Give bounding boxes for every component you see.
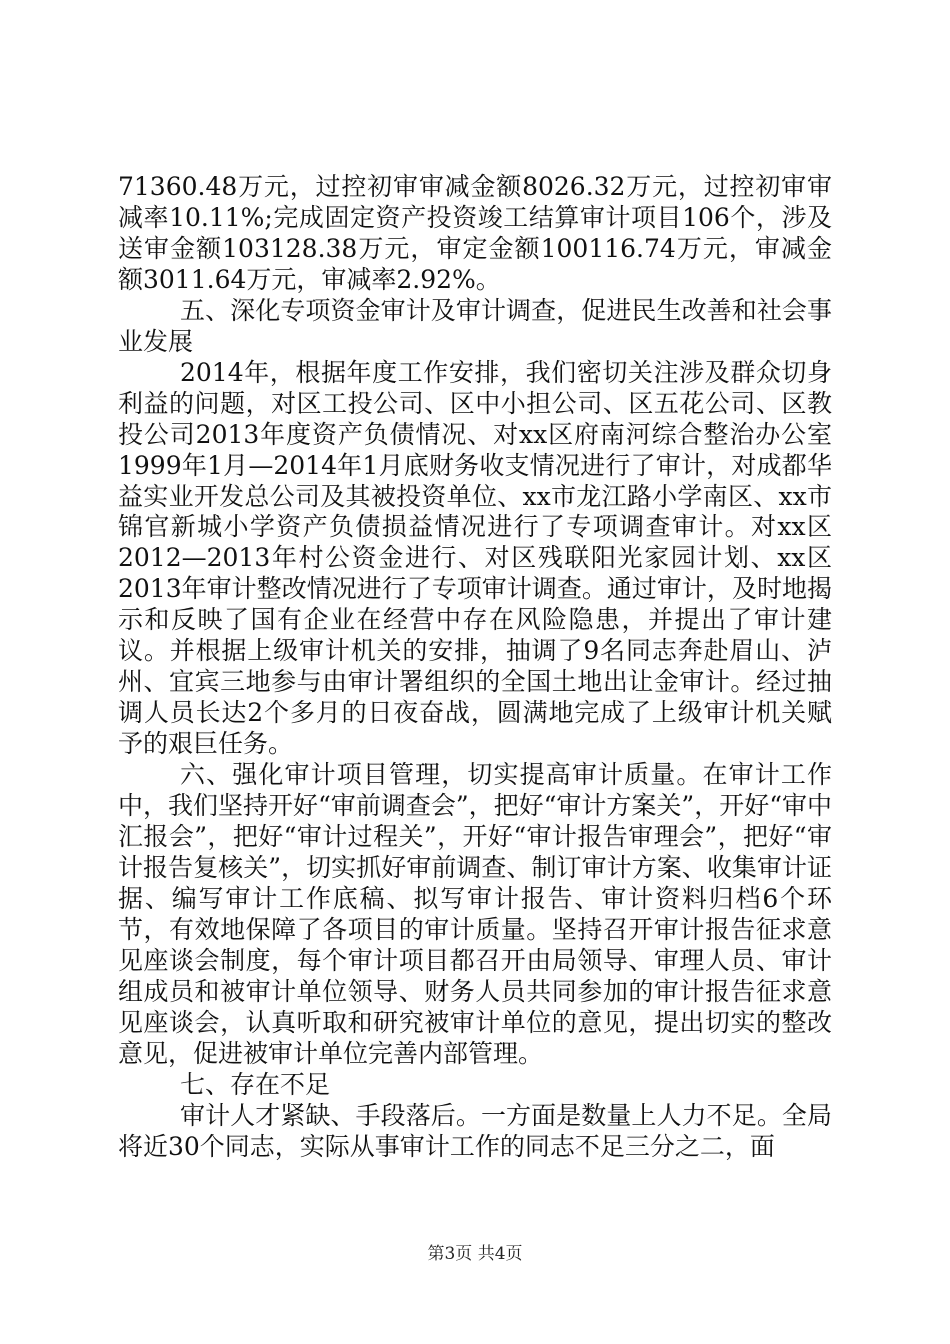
paragraph-shortcomings: 审计人才紧缺、手段落后。一方面是数量上人力不足。全局将近30个同志，实际从事审计工作的同志不足三分之二，面 — [118, 1100, 832, 1161]
document-body — [118, 172, 832, 1163]
heading-section-7: 七、存在不足 — [180, 1069, 331, 1099]
paragraph-section-6: 六、强化审计项目管理，切实提高审计质量。在审计工作中，我们坚持开好“审前调查会”，把好“审计方案关”，开好“审中汇报会”，把好“审计过程关”，开好“审计报告审理会”，把好“审计报告复核关”，切实抓好审前调查、制订审计方案、收集审计证据、编写审计工作底稿、拟写审计报告、审计资料归档6个环节，有效地保障了各项目的审计质量。坚持召开审计报告征求意见座谈会制度，每个审计项目都召开由局领导、审理人员、审计组成员和被审计单位领导、财务人员共同参加的审计报告征求意见座谈会，认真听取和研究被审计单位的意见，提出切实的整改意见，促进被审计单位完善内部管理。 — [118, 760, 832, 1068]
paragraph-audit-figures: 71360.48万元，过控初审审减金额8026.32万元，过控初审审减率10.11%;完成固定资产投资竣工结算审计项目106个，涉及送审金额103128.38万元，审定金额100116.74万元，审减金额3011.64万元，审减率2.92%。 — [118, 172, 832, 294]
page-number-footer: 第3页 共4页 — [427, 1244, 523, 1264]
heading-section-5: 五、深化专项资金审计及审计调查，促进民生改善和社会事业发展 — [118, 295, 832, 356]
paragraph-special-audit: 2014年，根据年度工作安排，我们密切关注涉及群众切身利益的问题，对区工投公司、区中小担公司、区五花公司、区教投公司2013年度资产负债情况、对xx区府南河综合整治办公室1999年1月—2014年1月底财务收支情况进行了审计，对成都华益实业开发总公司及其被投资单位、xx市龙江路小学南区、xx市锦官新城小学资产负债损益情况进行了专项调查审计。对xx区2012—2013年村公资金进行、对区残联阳光家园计划、xx区2013年审计整改情况进行了专项审计调查。通过审计，及时地揭示和反映了国有企业在经营中存在风险隐患，并提出了审计建议。并根据上级审计机关的安排，抽调了9名同志奔赴眉山、泸州、宜宾三地参与由审计署组织的全国土地出让金审计。经过抽调人员长达2个多月的日夜奋战，圆满地完成了上级审计机关赋予的艰巨任务。 — [118, 357, 832, 759]
